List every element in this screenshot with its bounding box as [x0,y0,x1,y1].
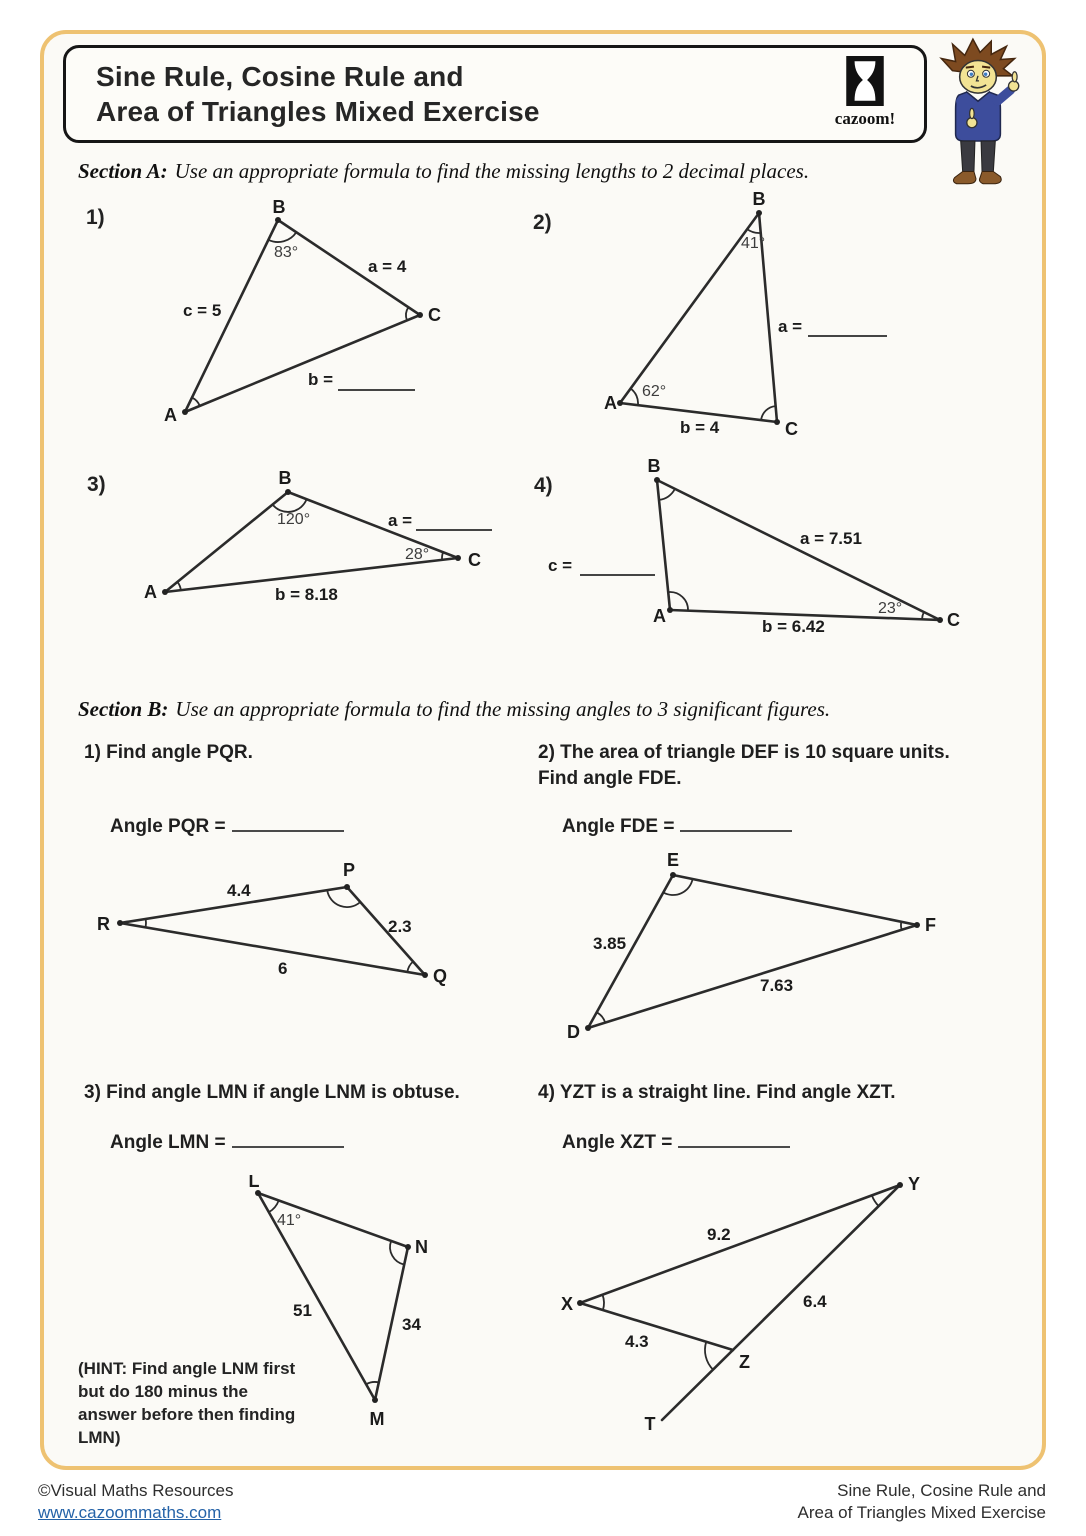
figure-b2-triangle-def [550,850,1000,1050]
figure-a4-triangle [530,455,1010,650]
side-label-xz: 4.3 [625,1332,649,1351]
angle-arc-y [872,1195,879,1206]
figure-a1-triangle [80,195,500,440]
vertex-label-t: T [644,1414,656,1434]
angle-label-b: 41° [741,235,766,252]
side-label-nm: 34 [402,1315,421,1334]
angle-label-l: 41° [277,1212,302,1229]
vertex-label-q: Q [433,966,448,986]
footer-website-link[interactable]: www.cazoommaths.com [38,1503,222,1523]
vertex-label-b: B [272,197,286,217]
vertex-label-a: A [144,582,157,602]
answer-label-fde: Angle FDE = [562,816,675,837]
mascot-shoes [953,172,976,184]
angle-label-b: 120° [277,511,311,528]
problem-a4-number: 4) [534,474,553,497]
side-label-a: a = 4 [368,257,407,276]
section-a-label: Section A: [78,159,168,183]
angle-label-a: 62° [642,383,667,400]
figure-b1-triangle-pqr [95,860,475,1000]
angle-arc-a [177,582,181,590]
answer-row-xzt [562,1131,790,1154]
angle-arc-p [327,890,360,907]
angle-arc-b [659,489,675,500]
logo-text: cazoom! [834,109,896,128]
vertex-label-p: P [342,860,356,880]
figure-a2-triangle [530,190,1000,445]
problem-a3-number: 3) [87,473,106,496]
answer-label-xzt: Angle XZT = [562,1132,673,1153]
angle-arc-c [406,307,408,320]
answer-row-lmn [110,1131,344,1154]
angle-label-c: 23° [878,600,903,617]
angle-arc-l [269,1201,279,1213]
cazoom-logo [822,56,908,129]
footer-credit-block [38,1480,234,1524]
angle-arc-a [631,389,638,406]
title-box [63,45,927,143]
page-title [96,60,540,129]
side-label-lm: 51 [293,1301,312,1320]
side-label-pq: 2.3 [388,917,412,936]
vertex-label-x: X [561,1294,574,1314]
problem-a2-number: 2) [533,211,552,234]
question-b2: 2) The area of triangle DEF is 10 square units. Find angle FDE. [538,742,950,790]
angle-arc-m [366,1382,379,1384]
triangle-sides [580,1185,900,1420]
side-label-rp: 4.4 [227,881,251,900]
angle-arc-b [747,229,761,233]
triangle-sides [588,875,917,1028]
page-title-line1: Sine Rule, Cosine Rule and [96,61,464,92]
vertex-label-d: D [567,1022,580,1042]
problem-a1-number: 1) [86,206,105,229]
answer-row-fde [562,815,792,838]
section-b-heading [78,697,830,722]
side-label-b: b = 6.42 [762,617,825,636]
answer-blank-pqr [232,815,344,832]
vertex-label-y: Y [908,1174,921,1194]
vertex-label-r: R [97,914,110,934]
vertex-label-a: A [604,393,617,413]
vertex-label-e: E [666,850,680,870]
footer-doc-line2: Area of Triangles Mixed Exercise [797,1503,1046,1523]
side-label-yz: 6.4 [803,1292,827,1311]
section-b-instruction: Use an appropriate formula to find the missing angles to 3 significant figures. [175,697,831,721]
hint-text: (HINT: Find angle LNM first but do 180 minus the answer before then finding LMN) [78,1359,296,1447]
answer-row-pqr [110,815,344,838]
vertex-label-z: Z [739,1352,750,1372]
side-label-b-blank: b = [308,370,334,389]
triangle-sides [657,480,940,620]
vertex-label-a: A [653,606,666,626]
vertex-label-b: B [752,190,766,209]
angle-arc-a [192,398,200,406]
vertex-label-l: L [248,1175,260,1191]
side-label-a-blank: a = [778,317,803,336]
vertex-label-c: C [947,610,960,630]
angle-arc-f [901,922,902,930]
question-b3: 3) Find angle LMN if angle LNM is obtuse. [84,1082,460,1103]
triangle-sides [120,887,425,975]
section-a-instruction: Use an appropriate formula to find the missing lengths to 2 decimal places. [174,159,810,183]
vertex-label-b: B [647,456,661,476]
side-label-df: 7.63 [760,976,794,995]
mascot-illustration [922,36,1034,194]
section-b-label: Section B: [78,697,169,721]
vertex-label-b: B [278,468,292,488]
mascot-pants [961,141,975,173]
page-title-line2: Area of Triangles Mixed Exercise [96,95,540,127]
side-label-a-blank: a = [388,511,413,530]
answer-blank-xzt [678,1131,790,1148]
angle-label-c: 28° [405,546,430,563]
answer-blank-lmn [232,1131,344,1148]
side-label-c-blank: c = [548,556,573,575]
vertex-label-n: N [415,1237,428,1257]
side-label-rq: 6 [278,959,288,978]
angle-arc-xzt [705,1342,713,1370]
angle-arc-q [407,962,413,973]
figure-b4-triangle-xyzt [545,1170,1000,1440]
vertex-label-f: F [925,915,936,935]
side-label-de: 3.85 [593,934,627,953]
side-label-c: c = 5 [183,301,222,320]
footer-doc-line1: Sine Rule, Cosine Rule and [837,1481,1046,1500]
side-label-xy: 9.2 [707,1225,731,1244]
vertex-label-m: M [369,1409,385,1429]
footer-doc-title [798,1480,1047,1524]
answer-blank-fde [680,815,792,832]
angle-arc-d [597,1012,606,1022]
side-label-a: a = 7.51 [800,529,862,548]
question-b4: 4) YZT is a straight line. Find angle XZT. [538,1082,896,1103]
figure-a3-triangle [80,460,510,620]
triangle-sides [165,492,458,592]
vertex-label-c: C [428,305,441,325]
question-b1: 1) Find angle PQR. [84,742,253,763]
angle-arc-x [603,1295,604,1310]
answer-label-lmn: Angle LMN = [110,1132,226,1153]
side-label-b: b = 8.18 [275,585,338,604]
answer-label-pqr: Angle PQR = [110,816,226,837]
hourglass-icon [846,56,884,106]
vertex-label-c: C [468,550,481,570]
angle-arc-c [761,406,776,420]
footer-credit: ©Visual Maths Resources [38,1481,234,1500]
angle-label-b: 83° [274,244,299,261]
section-a-heading [78,159,809,184]
side-label-b: b = 4 [680,418,720,437]
vertex-label-c: C [785,419,798,439]
vertex-label-a: A [164,405,177,425]
